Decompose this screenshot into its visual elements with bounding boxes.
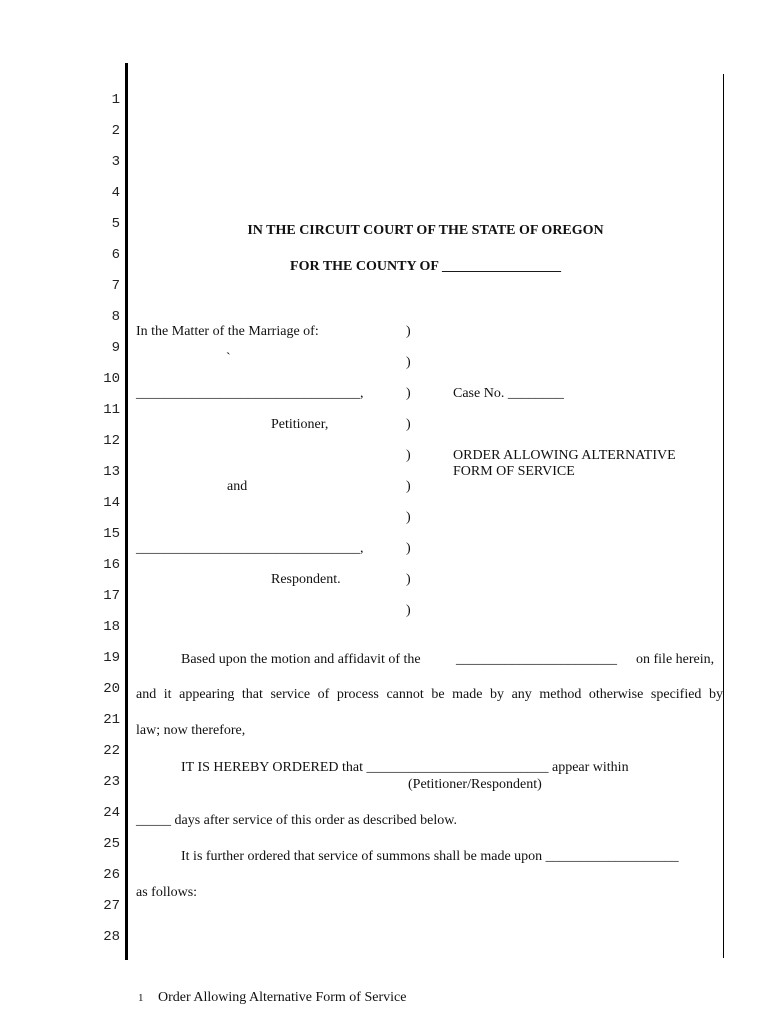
paren: ) — [406, 386, 411, 401]
line-number: 13 — [103, 464, 120, 480]
on-file-text: on file herein, — [636, 652, 715, 667]
respondent-label: Respondent. — [271, 572, 341, 587]
line-number: 2 — [111, 123, 120, 139]
line-number: 7 — [111, 278, 120, 294]
line-number: 11 — [103, 402, 120, 418]
paren: ) — [406, 324, 411, 339]
and-label: and — [227, 479, 248, 494]
line-number: 27 — [103, 898, 120, 914]
paren: ) — [406, 479, 411, 494]
footer-title: Order Allowing Alternative Form of Service — [158, 990, 407, 1005]
paren: ) — [406, 572, 411, 587]
line-number: 26 — [103, 867, 120, 883]
line-number: 4 — [111, 185, 120, 201]
matter-label: In the Matter of the Marriage of: — [136, 324, 319, 339]
line-number: 1 — [111, 92, 120, 108]
line-number: 12 — [103, 433, 120, 449]
line-number: 3 — [111, 154, 120, 170]
footer-page-number: 1 — [138, 992, 144, 1004]
line-number: 8 — [111, 309, 120, 325]
line-number: 9 — [111, 340, 120, 356]
ordered-text: IT IS HEREBY ORDERED that __________________________ appear within — [181, 760, 629, 775]
line-number: 22 — [103, 743, 120, 759]
movant-blank: _______________________ — [456, 652, 617, 667]
paren: ) — [406, 448, 411, 463]
party-sublabel: (Petitioner/Respondent) — [408, 777, 542, 792]
line-number: 28 — [103, 929, 120, 945]
court-heading: IN THE CIRCUIT COURT OF THE STATE OF OREGON — [247, 223, 604, 238]
line-number: 17 — [103, 588, 120, 604]
right-margin-rule — [723, 74, 724, 958]
therefore-text: law; now therefore, — [136, 723, 246, 738]
case-number: Case No. ________ — [453, 386, 564, 401]
line-number: 16 — [103, 557, 120, 573]
further-ordered-text: It is further ordered that service of summons shall be made upon ___________________ — [181, 849, 679, 864]
line-number: 18 — [103, 619, 120, 635]
motion-text: Based upon the motion and affidavit of the — [181, 652, 421, 667]
as-follows-text: as follows: — [136, 885, 198, 900]
line-number: 25 — [103, 836, 120, 852]
paren: ) — [406, 355, 411, 370]
line-number: 10 — [103, 371, 120, 387]
line-number: 5 — [111, 216, 120, 232]
paren: ) — [406, 541, 411, 556]
paren: ) — [406, 603, 411, 618]
left-margin-rule — [125, 63, 128, 960]
line-number: 15 — [103, 526, 120, 542]
petitioner-label: Petitioner, — [271, 417, 329, 432]
respondent-name-blank: ________________________________, — [136, 541, 364, 556]
line-number: 19 — [103, 650, 120, 666]
line-number: 14 — [103, 495, 120, 511]
service-text: and it appearing that service of process cannot be made by any method otherwise specified by — [136, 687, 723, 702]
county-heading: FOR THE COUNTY OF _________________ — [290, 259, 561, 274]
paren: ) — [406, 510, 411, 525]
days-text: _____ days after service of this order as described below. — [136, 813, 457, 828]
line-number: 20 — [103, 681, 120, 697]
petitioner-name-blank: ________________________________, — [136, 386, 364, 401]
stray-tick: ` — [226, 351, 231, 366]
line-number: 24 — [103, 805, 120, 821]
line-number: 21 — [103, 712, 120, 728]
order-title-line-1: ORDER ALLOWING ALTERNATIVE — [453, 448, 676, 463]
line-number: 23 — [103, 774, 120, 790]
paren: ) — [406, 417, 411, 432]
order-title-line-2: FORM OF SERVICE — [453, 464, 575, 479]
line-number: 6 — [111, 247, 120, 263]
